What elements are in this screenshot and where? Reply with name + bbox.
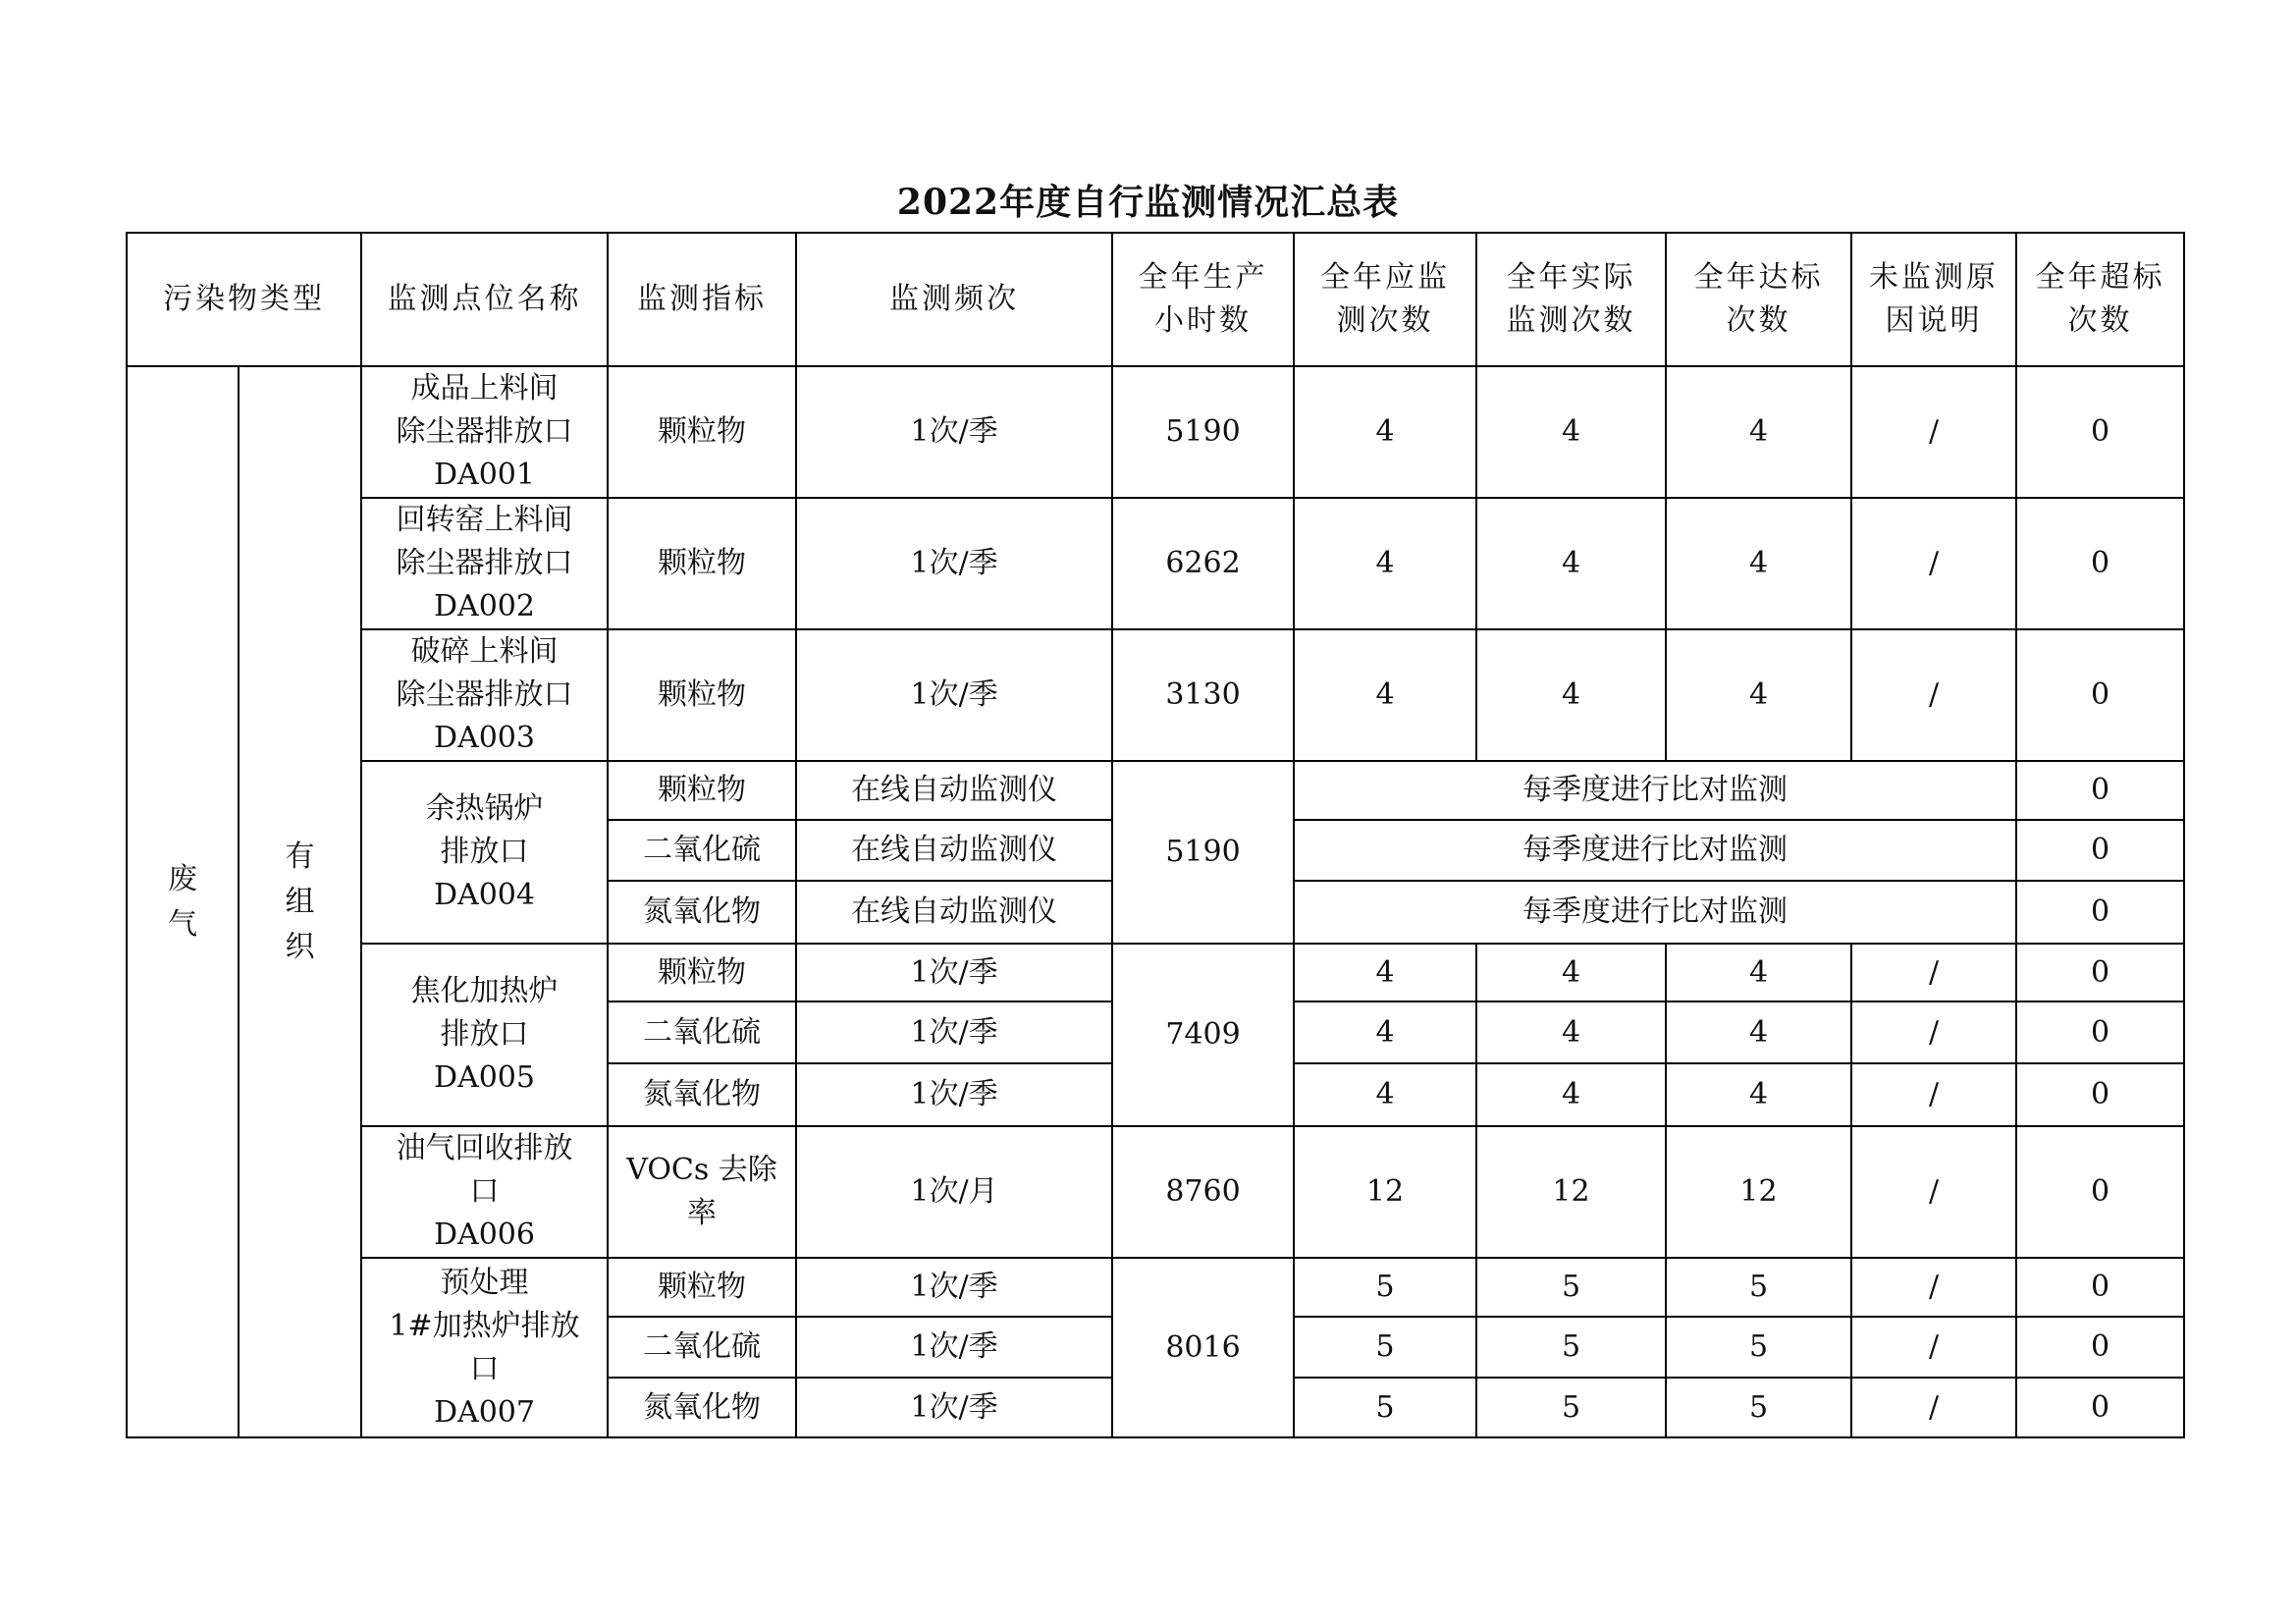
page-title: 2022年度自行监测情况汇总表	[896, 182, 1400, 223]
frequency-cell: 1次/季	[796, 629, 1112, 761]
indicator-cell: 颗粒物	[608, 366, 796, 498]
header-row	[127, 233, 2184, 366]
header-frequency: 监测频次	[796, 233, 1112, 366]
table-row	[127, 366, 2184, 498]
indicator-cell: 颗粒物	[608, 761, 796, 820]
hours-cell: 8016	[1112, 1258, 1294, 1437]
reason-cell: /	[1851, 1378, 2016, 1437]
compliant-cell: 4	[1666, 629, 1851, 761]
table-row	[127, 629, 2184, 761]
hours-cell: 5190	[1112, 366, 1294, 498]
should-cell: 12	[1294, 1126, 1476, 1258]
compliant-cell: 4	[1666, 944, 1851, 1001]
actual-cell: 5	[1476, 1317, 1666, 1378]
actual-cell: 4	[1476, 1063, 1666, 1126]
reason-cell: /	[1851, 1126, 2016, 1258]
should-cell: 4	[1294, 1001, 1476, 1063]
should-cell: 4	[1294, 1063, 1476, 1126]
indicator-cell: 颗粒物	[608, 498, 796, 629]
point-da007: 预处理 1#加热炉排放 口 DA007	[361, 1258, 608, 1437]
hours-cell: 5190	[1112, 761, 1294, 944]
compliant-cell: 5	[1666, 1317, 1851, 1378]
reason-cell: /	[1851, 944, 2016, 1001]
reason-cell: /	[1851, 1258, 2016, 1317]
exceed-cell: 0	[2016, 498, 2184, 629]
header-pollutant-type: 污染物类型	[127, 233, 361, 366]
comparison-note-cell: 每季度进行比对监测	[1294, 881, 2016, 944]
actual-cell: 12	[1476, 1126, 1666, 1258]
should-cell: 4	[1294, 366, 1476, 498]
frequency-cell: 1次/季	[796, 1258, 1112, 1317]
should-cell: 4	[1294, 944, 1476, 1001]
frequency-cell: 1次/季	[796, 944, 1112, 1001]
frequency-cell: 1次/季	[796, 366, 1112, 498]
point-da005: 焦化加热炉 排放口 DA005	[361, 944, 608, 1126]
header-should-count: 全年应监 测次数	[1294, 233, 1476, 366]
table-row	[127, 761, 2184, 820]
hours-cell: 3130	[1112, 629, 1294, 761]
monitoring-summary-table	[126, 232, 2185, 1438]
exceed-cell: 0	[2016, 366, 2184, 498]
should-cell: 5	[1294, 1317, 1476, 1378]
table-row	[127, 1126, 2184, 1258]
header-indicator: 监测指标	[608, 233, 796, 366]
reason-cell: /	[1851, 629, 2016, 761]
frequency-cell: 1次/季	[796, 1063, 1112, 1126]
point-da002: 回转窑上料间 除尘器排放口 DA002	[361, 498, 608, 629]
compliant-cell: 4	[1666, 366, 1851, 498]
indicator-cell: 氮氧化物	[608, 1063, 796, 1126]
compliant-cell: 5	[1666, 1258, 1851, 1317]
frequency-cell: 1次/季	[796, 1317, 1112, 1378]
point-da006: 油气回收排放 口 DA006	[361, 1126, 608, 1258]
reason-cell: /	[1851, 1317, 2016, 1378]
actual-cell: 4	[1476, 1001, 1666, 1063]
compliant-cell: 5	[1666, 1378, 1851, 1437]
indicator-cell: 颗粒物	[608, 629, 796, 761]
compliant-cell: 12	[1666, 1126, 1851, 1258]
exceed-cell: 0	[2016, 1001, 2184, 1063]
compliant-cell: 4	[1666, 498, 1851, 629]
actual-cell: 5	[1476, 1258, 1666, 1317]
indicator-cell: 氮氧化物	[608, 1378, 796, 1437]
exceed-cell: 0	[2016, 1126, 2184, 1258]
header-reason: 未监测原 因说明	[1851, 233, 2016, 366]
reason-cell: /	[1851, 498, 2016, 629]
exceed-cell: 0	[2016, 761, 2184, 820]
reason-cell: /	[1851, 1001, 2016, 1063]
exceed-cell: 0	[2016, 1063, 2184, 1126]
indicator-cell: 二氧化硫	[608, 1317, 796, 1378]
hours-cell: 7409	[1112, 944, 1294, 1126]
compliant-cell: 4	[1666, 1063, 1851, 1126]
pollutant-type-cell: 废 气	[127, 366, 239, 1437]
indicator-cell: VOCs 去除 率	[608, 1126, 796, 1258]
should-cell: 4	[1294, 498, 1476, 629]
frequency-cell: 1次/季	[796, 1378, 1112, 1437]
reason-cell: /	[1851, 1063, 2016, 1126]
indicator-cell: 颗粒物	[608, 1258, 796, 1317]
point-da003: 破碎上料间 除尘器排放口 DA003	[361, 629, 608, 761]
frequency-cell: 在线自动监测仪	[796, 820, 1112, 881]
exceed-cell: 0	[2016, 820, 2184, 881]
actual-cell: 4	[1476, 944, 1666, 1001]
frequency-cell: 1次/季	[796, 1001, 1112, 1063]
indicator-cell: 氮氧化物	[608, 881, 796, 944]
table-row	[127, 944, 2184, 1001]
indicator-cell: 二氧化硫	[608, 820, 796, 881]
exceed-cell: 0	[2016, 1317, 2184, 1378]
exceed-cell: 0	[2016, 881, 2184, 944]
should-cell: 5	[1294, 1378, 1476, 1437]
hours-cell: 6262	[1112, 498, 1294, 629]
actual-cell: 4	[1476, 366, 1666, 498]
compliant-cell: 4	[1666, 1001, 1851, 1063]
header-point-name: 监测点位名称	[361, 233, 608, 366]
emission-mode-cell: 有 组 织	[239, 366, 361, 1437]
point-da001: 成品上料间 除尘器排放口 DA001	[361, 366, 608, 498]
table-row	[127, 498, 2184, 629]
frequency-cell: 1次/季	[796, 498, 1112, 629]
header-hours: 全年生产 小时数	[1112, 233, 1294, 366]
exceed-cell: 0	[2016, 1258, 2184, 1317]
comparison-note-cell: 每季度进行比对监测	[1294, 761, 2016, 820]
reason-cell: /	[1851, 366, 2016, 498]
actual-cell: 5	[1476, 1378, 1666, 1437]
table-row	[127, 1258, 2184, 1317]
indicator-cell: 二氧化硫	[608, 1001, 796, 1063]
exceed-cell: 0	[2016, 944, 2184, 1001]
actual-cell: 4	[1476, 629, 1666, 761]
should-cell: 5	[1294, 1258, 1476, 1317]
actual-cell: 4	[1476, 498, 1666, 629]
exceed-cell: 0	[2016, 1378, 2184, 1437]
comparison-note-cell: 每季度进行比对监测	[1294, 820, 2016, 881]
header-compliant-count: 全年达标 次数	[1666, 233, 1851, 366]
frequency-cell: 在线自动监测仪	[796, 761, 1112, 820]
exceed-cell: 0	[2016, 629, 2184, 761]
indicator-cell: 颗粒物	[608, 944, 796, 1001]
frequency-cell: 1次/月	[796, 1126, 1112, 1258]
hours-cell: 8760	[1112, 1126, 1294, 1258]
header-actual-count: 全年实际 监测次数	[1476, 233, 1666, 366]
frequency-cell: 在线自动监测仪	[796, 881, 1112, 944]
header-exceed-count: 全年超标 次数	[2016, 233, 2184, 366]
point-da004: 余热锅炉 排放口 DA004	[361, 761, 608, 944]
should-cell: 4	[1294, 629, 1476, 761]
